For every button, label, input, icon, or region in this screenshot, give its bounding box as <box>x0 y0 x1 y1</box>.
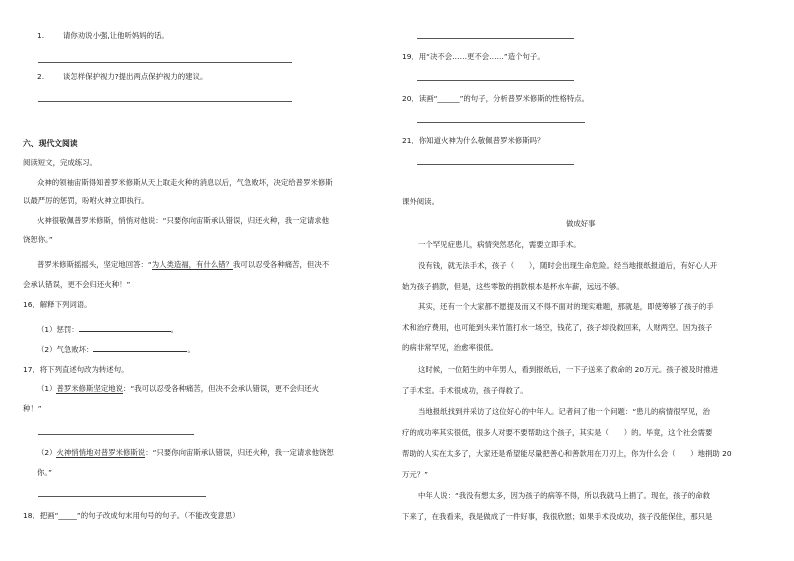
q20-answer-line[interactable] <box>417 122 585 123</box>
q17-item2-line1 <box>37 448 334 458</box>
story-p6-line2: 下来了，在我看来，我是做成了一件好事，我很欣慰；如果手术没成功，孩子没能保住，那只是 <box>402 512 713 521</box>
passage-p3-underlined: 为人类造福，有什么错？ <box>151 260 234 269</box>
q17-item2-pre: （2） <box>37 448 57 457</box>
q17-item1-post: ：“我可以忍受各种痛苦，但决不会承认错误，更不会归还火 <box>123 384 320 393</box>
q2-text: 谈怎样保护视力?提出两点保护视力的建议。 <box>63 72 208 81</box>
passage-p3-post: 我可以忍受各种痛苦，但决不 <box>233 260 330 269</box>
story-p5-line2: 疗的成功率其实很低，很多人对要不要帮助这个孩子，其实是（ ）的。毕竟，这个社会需要 <box>402 428 713 437</box>
story-title: 做成好事 <box>566 219 596 228</box>
story-p1: 一个罕见症患儿，病情突然恶化，需要立即手术。 <box>418 240 581 249</box>
passage-p3-line1 <box>37 260 329 270</box>
q16-item1 <box>37 323 178 335</box>
q16-item1-blank[interactable] <box>79 323 171 332</box>
right-top-answer-line[interactable] <box>417 38 574 39</box>
q17-item2-answer-line[interactable] <box>38 496 206 497</box>
q2-number: 2. <box>37 72 45 81</box>
q17-title: 17．将下列直述句改为转述句。 <box>23 365 129 374</box>
reading-instruction: 阅读短文，完成练习。 <box>23 158 97 167</box>
q17-item1-pre: （1） <box>37 384 57 393</box>
q17-item1-line1 <box>37 384 319 394</box>
q16-item2-blank[interactable] <box>93 343 187 352</box>
story-p5-line4: 万元？” <box>402 470 429 479</box>
story-p4-line1: 这时候，一位陌生的中年男人，看到报纸后，一下子送来了救命的 20万元。孩子被及时推进 <box>418 365 718 374</box>
passage-p1-line1: 众神的领袖宙斯得知普罗米修斯从天上取走火种的消息以后，气急败坏，决定给普罗米修斯 <box>37 178 333 187</box>
q17-item2-underlined: 火神悄悄地对普罗米修斯说 <box>56 448 146 457</box>
q19-text: 19．用“决不会……更不会……”造个句子。 <box>402 52 545 61</box>
passage-p2-line2: 饶恕你。” <box>23 235 53 244</box>
story-p3-line2: 术和治疗费用，也可能到头来竹篮打水一场空，钱花了，孩子却没救回来，人财两空。因为孩子 <box>402 323 713 332</box>
q17-item2-post: ：“只要你向宙斯承认错误，归还火种，我一定请求他饶恕 <box>145 448 334 457</box>
extra-reading-title: 课外阅读。 <box>402 197 439 206</box>
story-p3-line3: 的病非常罕见，治愈率很低。 <box>402 343 499 352</box>
q19-answer-line[interactable] <box>417 80 574 81</box>
story-p6-line1: 中年人说：“我没有想太多，因为孩子的病等不得，所以我就马上捐了。现在，孩子的命救 <box>418 491 711 500</box>
q20-text: 20．读画“______”的句子，分析普罗米修斯的性格特点。 <box>402 94 590 103</box>
passage-p1-line2: 以最严厉的惩罚，吩咐火神立即执行。 <box>23 196 149 205</box>
story-p5-line3: 帮助的人实在太多了，大家还是希望能尽量把善心和善款用在刀刃上，你为什么会（ ）地捐助 20 <box>402 449 732 458</box>
q18-text: 18．把画“_____”的句子改成句末用句号的句子。（不能改变意思） <box>23 511 240 520</box>
q16-title: 16．解释下列词语。 <box>23 300 92 309</box>
q17-item1-underlined: 普罗米修斯坚定地说 <box>56 384 124 393</box>
story-p2-line2: 始为孩子捐款，但是，这些零散的捐款根本是杯水车薪，远远不够。 <box>402 282 624 291</box>
q1-text: 请你劝说小强,让他听妈妈的话。 <box>63 31 169 40</box>
q17-item2-line2: 你。” <box>37 468 52 477</box>
q16-item2-end: 。 <box>187 345 195 354</box>
passage-p3-line2: 会承认错误，更不会归还火种！” <box>23 280 131 289</box>
q16-item2 <box>37 343 195 355</box>
q16-item2-label: （2）气急败坏： <box>37 345 94 354</box>
q21-answer-line[interactable] <box>417 164 574 165</box>
section-title: 六、现代文阅读 <box>23 139 78 148</box>
q17-item1-answer-line[interactable] <box>38 434 194 435</box>
passage-p2-line1: 火神很敬佩普罗米修斯，悄悄对他说：“只要你向宙斯承认错误，归还火种，我一定请求他 <box>37 216 330 225</box>
passage-p3-pre: 普罗米修斯摇摇头，坚定地回答：“ <box>37 260 152 269</box>
q2-answer-line[interactable] <box>38 101 292 102</box>
q1-number: 1. <box>37 31 45 40</box>
story-p4-line2: 了手术室。手术很成功，孩子得救了。 <box>402 386 528 395</box>
q17-item1-line2: 种！” <box>23 404 42 413</box>
story-p3-line1: 其实，还有一个大家都不愿提及而又不得不面对的现实难题，那就是，即使筹够了孩子的手 <box>418 302 714 311</box>
q1-answer-line[interactable] <box>38 62 292 63</box>
story-p2-line1: 没有钱，就无法手术，孩子（ ），随时会出现生命危险。经当地报纸报道后，有好心人开 <box>418 261 718 270</box>
q16-item1-label: （1）惩罚： <box>37 325 79 334</box>
story-p5-line1: 当地报纸找到并采访了这位好心的中年人。记者问了他一个问题：“患儿的病情很罕见，治 <box>418 407 711 416</box>
q21-text: 21．你知道火神为什么敬佩普罗米修斯吗？ <box>402 136 545 145</box>
q16-item1-end: 。 <box>170 325 179 334</box>
